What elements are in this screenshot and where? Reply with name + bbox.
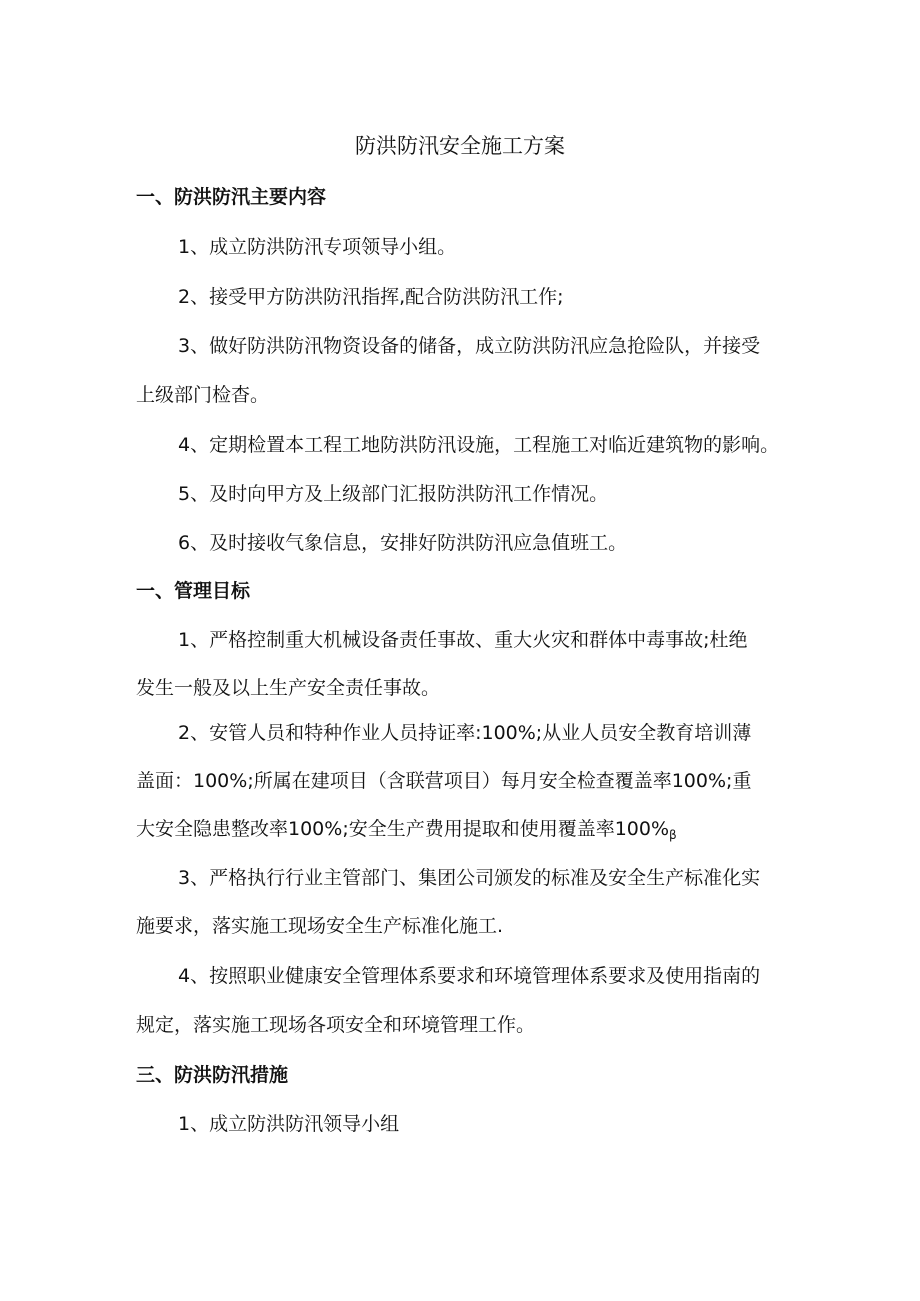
paragraph-line: 1、严格控制重大机械设备责任事故、重大火灾和群体中毒事故;杜绝 (178, 629, 748, 651)
paragraph-line: 2、安管人员和特种作业人员持证率:100%;从业人员安全教育培训薄 (178, 722, 752, 744)
paragraph-text: 大安全隐患整改率100%;安全生产费用提取和使用覆盖率100% (136, 818, 670, 840)
paragraph-line: 4、按照职业健康安全管理体系要求和环境管理体系要求及使用指南的 (178, 965, 761, 987)
paragraph-line: 规定，落实施工现场各项安全和环境管理工作。 (136, 1014, 536, 1036)
paragraph-line: 1、成立防洪防汛专项领导小组。 (178, 236, 457, 258)
paragraph-line: 施要求，落实施工现场安全生产标准化施工. (136, 915, 504, 937)
section-heading: 一、管理目标 (136, 580, 251, 602)
paragraph-line: 2、接受甲方防洪防汛指挥,配合防洪防汛工作; (178, 286, 564, 308)
paragraph-line: 5、及时向甲方及上级部门汇报防洪防汛工作情况。 (178, 483, 609, 505)
paragraph-line: 6、及时接收气象信息，安排好防洪防汛应急值班工。 (178, 532, 628, 554)
section-heading: 一、防洪防汛主要内容 (136, 186, 327, 208)
trailing-symbol: β (669, 828, 677, 842)
paragraph-line: 3、严格执行行业主管部门、集团公司颁发的标准及安全生产标准化实 (178, 867, 761, 889)
paragraph-line: 4、定期检置本工程工地防洪防汛设施，工程施工对临近建筑物的影响。 (178, 434, 780, 456)
paragraph-line: 3、做好防洪防汛物资设备的储备，成立防洪防汛应急抢险队，并接受 (178, 335, 761, 357)
paragraph-line: 盖面：100%;所属在建项目（含联营项目）每月安全检查覆盖率100%;重 (136, 770, 752, 792)
paragraph-line: 发生一般及以上生产安全责任事故。 (136, 677, 441, 699)
section-heading: 三、防洪防汛措施 (136, 1064, 289, 1086)
paragraph-line (0, 816, 920, 848)
paragraph-line: 1、成立防洪防汛领导小组 (178, 1113, 400, 1135)
paragraph-line: 上级部门检杳。 (136, 384, 270, 406)
document-title: 防洪防汛安全施工方案 (355, 134, 565, 158)
